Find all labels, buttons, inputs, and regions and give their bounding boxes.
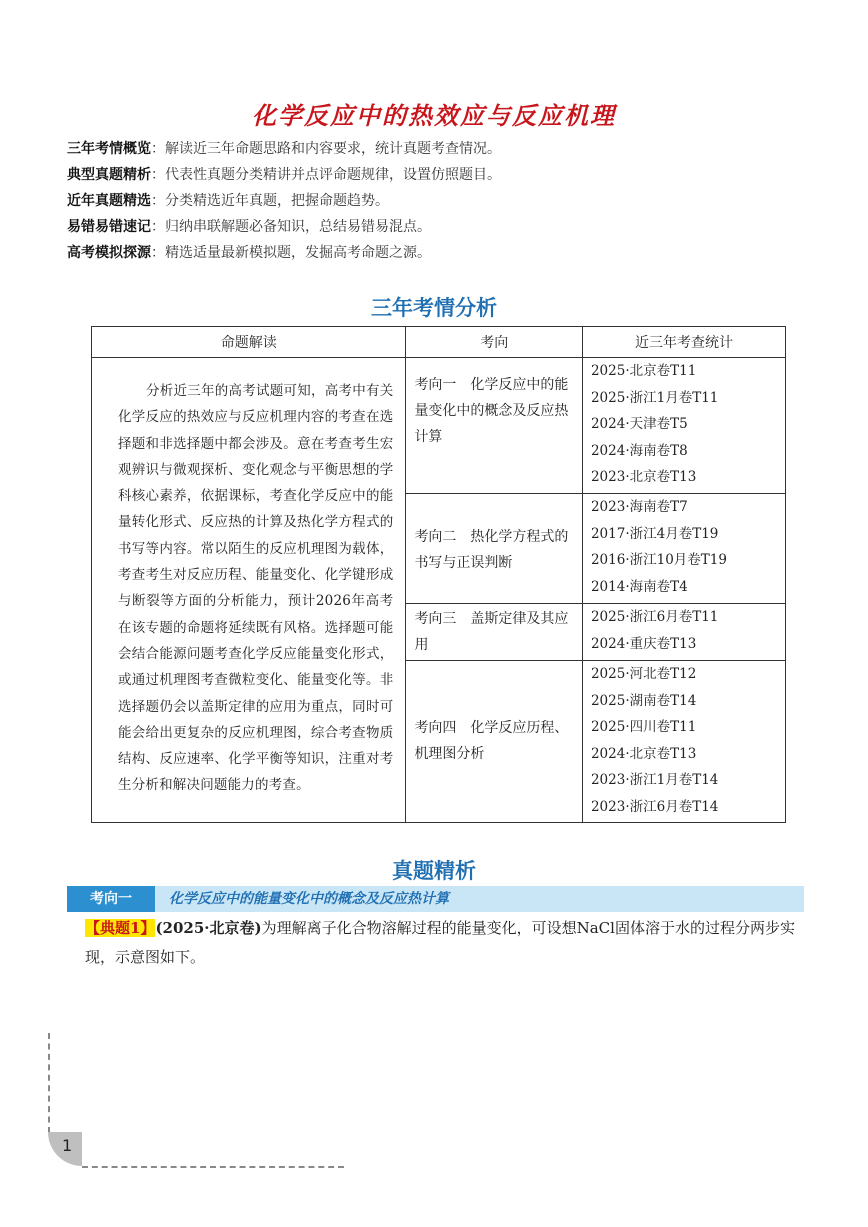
section-title-questions: 真题精析 xyxy=(392,859,476,883)
intro-label: 高考模拟探源 xyxy=(67,245,151,261)
table-header: 近三年考查统计 xyxy=(582,327,785,358)
direction-cell: 考向三 盖斯定律及其应用 xyxy=(406,604,583,661)
topic-title: 化学反应中的能量变化中的概念及反应热计算 xyxy=(169,891,449,907)
topic-banner xyxy=(67,886,804,912)
intro-item xyxy=(67,136,787,162)
exam-entry: 2025·河北卷T12 xyxy=(590,666,697,682)
years-cell xyxy=(582,358,785,494)
section-title-analysis: 三年考情分析 xyxy=(371,296,497,320)
table-header-row xyxy=(92,327,786,358)
direction-cell: 考向二 热化学方程式的书写与正误判断 xyxy=(406,494,583,604)
question-source: (2025·北京卷) xyxy=(155,919,262,937)
question-text: 为理解离子化合物溶解过程的能量变化，可设想NaCl固体溶于水的过程分两步实现，示意图如下。 xyxy=(85,919,795,966)
intro-text: ：解读近三年命题思路和内容要求，统计真题考查情况。 xyxy=(151,141,501,157)
page-decoration-vertical xyxy=(48,1033,50,1133)
direction-cell: 考向一 化学反应中的能量变化中的概念及反应热计算 xyxy=(406,358,583,494)
exam-entry: 2023·浙江6月卷T14 xyxy=(590,798,719,815)
intro-text: ：精选适量最新模拟题，发掘高考命题之源。 xyxy=(151,245,431,261)
exam-entry: 2014·海南卷T4 xyxy=(590,578,688,595)
exam-entry: 2023·北京卷T13 xyxy=(590,469,697,485)
intro-text: ：归纳串联解题必备知识，总结易错易混点。 xyxy=(151,219,431,235)
document-title: 化学反应中的热效应与反应机理 xyxy=(252,101,616,130)
intro-label: 易错易错速记 xyxy=(67,219,151,235)
years-cell xyxy=(582,661,785,823)
exam-entry: 2025·湖南卷T14 xyxy=(590,692,697,709)
intro-label: 三年考情概览 xyxy=(67,141,151,157)
intro-label: 典型真题精析 xyxy=(67,167,151,183)
intro-item xyxy=(67,188,787,214)
question-tag: 【典题1】 xyxy=(85,919,156,937)
table-row xyxy=(92,358,786,494)
analysis-paragraph: 分析近三年的高考试题可知，高考中有关化学反应的热效应与反应机理内容的考查在选择题和非选择题中都会涉及。意在考查考生宏观辨识与微观探析、变化观念与平衡思想的学科核心素养，依据课标，考查化学反应中的能量转化形式、反应热的计算及热化学方程式的书写等内容。常以陌生的反应机理图为载体，考查考生对反应历程、能量变化、化学键形成与断裂等方面的分析能力，预计2026年高考在该专题的命题将延续既有风格。选择题可能会结合能源问题考查化学反应能量变化形式，或通过机理图考查微粒变化、能量变化等。非选择题仍会以盖斯定律的应用为重点，同时可能会给出更复杂的反应机理图，综合考查物质结构、反应速率、化学平衡等知识，注重对考生分析和解决问题能力的考查。 xyxy=(118,383,394,794)
question-block xyxy=(85,914,805,972)
exam-entry: 2025·四川卷T11 xyxy=(590,719,697,735)
page-decoration-horizontal xyxy=(82,1166,344,1168)
intro-item xyxy=(67,162,787,188)
exam-stats-table xyxy=(91,326,786,823)
exam-entry: 2024·北京卷T13 xyxy=(590,745,697,762)
exam-entry: 2024·天津卷T5 xyxy=(590,416,688,432)
intro-text: ：代表性真题分类精讲并点评命题规律，设置仿照题目。 xyxy=(151,167,501,183)
years-cell xyxy=(582,604,785,661)
exam-entry: 2023·浙江1月卷T14 xyxy=(590,772,719,788)
intro-item xyxy=(67,240,787,266)
exam-entry: 2016·浙江10月卷T19 xyxy=(590,552,727,568)
years-cell xyxy=(582,494,785,604)
exam-entry: 2024·海南卷T8 xyxy=(590,442,688,459)
page-number: 1 xyxy=(62,1136,73,1155)
intro-label: 近年真题精选 xyxy=(67,193,151,209)
exam-entry: 2025·北京卷T11 xyxy=(590,363,697,379)
table-header: 命题解读 xyxy=(92,327,406,358)
exam-entry: 2025·浙江1月卷T11 xyxy=(590,389,719,406)
exam-entry: 2025·浙江6月卷T11 xyxy=(590,609,719,625)
exam-entry: 2024·重庆卷T13 xyxy=(590,635,697,652)
analysis-text xyxy=(92,358,406,823)
direction-cell: 考向四 化学反应历程、机理图分析 xyxy=(406,661,583,823)
table-header: 考向 xyxy=(406,327,583,358)
intro-list xyxy=(67,136,787,266)
exam-entry: 2017·浙江4月卷T19 xyxy=(590,525,719,542)
intro-item xyxy=(67,214,787,240)
intro-text: ：分类精选近年真题，把握命题趋势。 xyxy=(151,193,389,209)
exam-entry: 2023·海南卷T7 xyxy=(590,499,688,515)
topic-tag: 考向一 xyxy=(67,886,155,912)
